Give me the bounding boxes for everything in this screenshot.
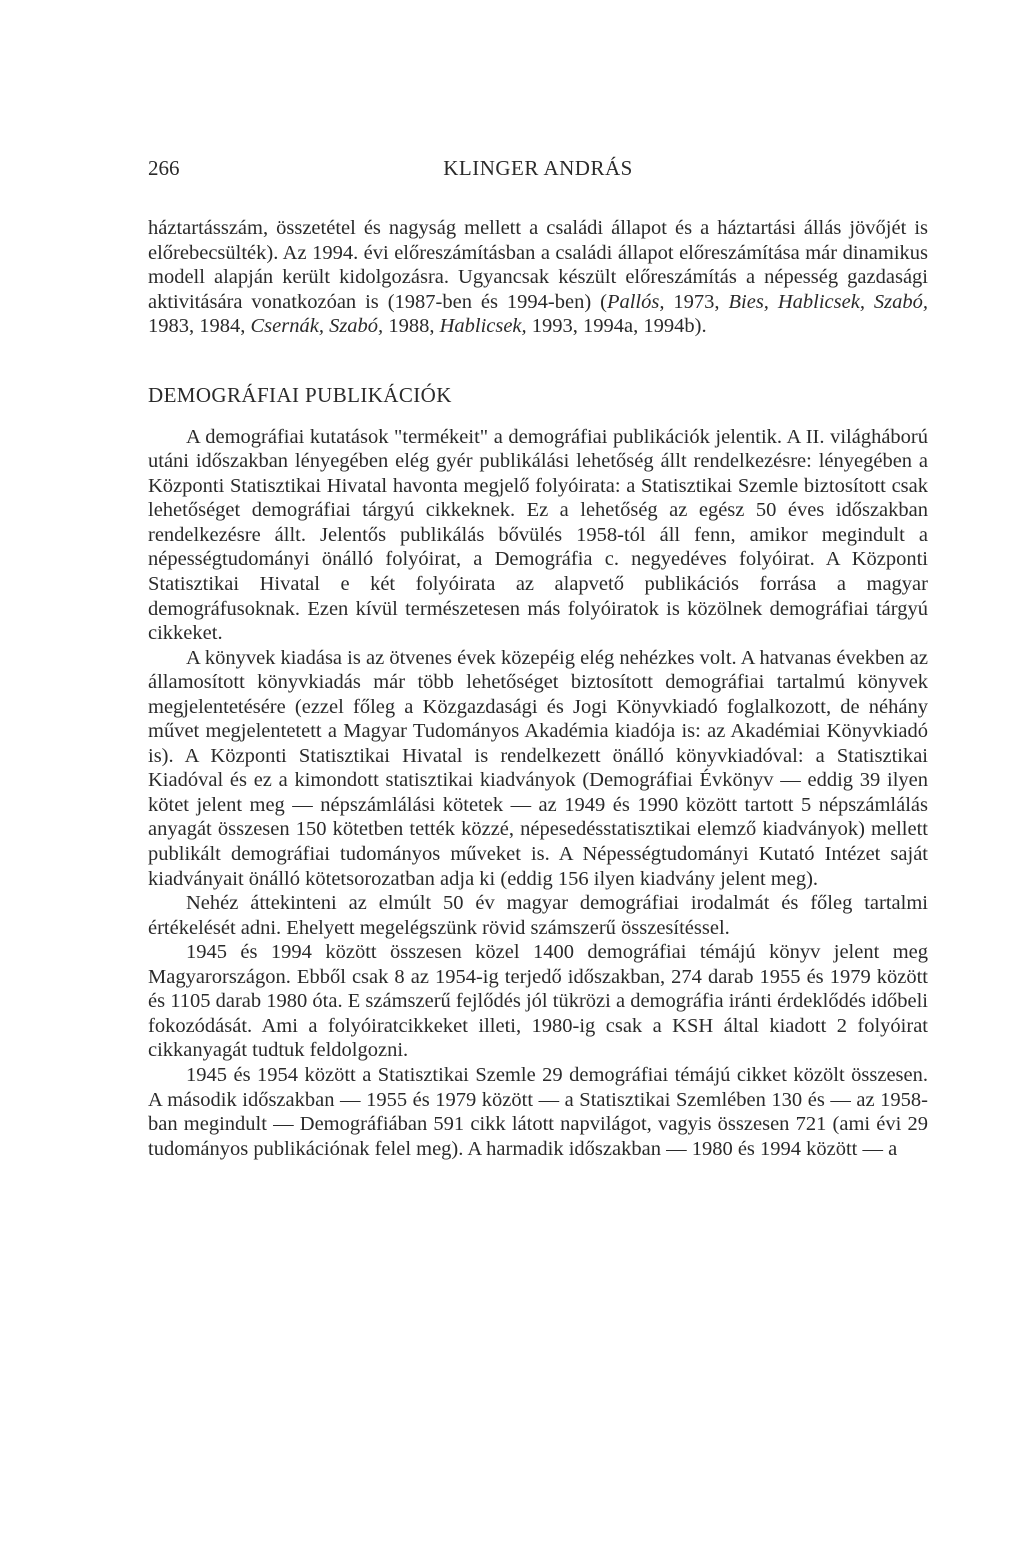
document-page [148,156,928,1161]
body-paragraph-2: A könyvek kiadása is az ötvenes évek közepéig elég nehézkes volt. A hatvanas években az államosított könyvkiadás már több lehetőséget biztosított demográfiai tartalmú könyvek megjelentetésére (ezzel főleg a Közgazdasági és Jogi Könyvkiadó foglalkozott, de néhány művet megjelentetett a Magyar Tudományos Akadémia kiadója is: az Akadémiai Könyvkiadó is). A Központi Statisztikai Hivatal is rendelkezett önálló könyvkiadóval: a Statisztikai Kiadóval és ez a kimondott statisztikai kiadványok (Demográfiai Évkönyv — eddig 39 ilyen kötet jelent meg — népszámlálási kötetek — az 1949 és 1990 között tartott 5 népszámlálás anyagát összesen 150 kötetben tették közzé, népesedésstatisztikai elemző kiadványok) mellett publikált demográfiai tudományos műveket is. A Népességtudományi Kutató Intézet saját kiadványait önálló kötetsorozatban adja ki (eddig 156 ilyen kiadvány jelent meg). [148,646,928,890]
intro-text-4: 1988, [383,315,440,338]
page-header [148,156,928,186]
citation-csernak-szabo: Csernák, Szabó, [250,315,384,338]
intro-text-5: 1993, 1994a, 1994b). [526,315,707,338]
page-number: 266 [148,156,180,180]
intro-text-2: 1973, [664,290,729,313]
citation-bies-hablicsek-szabo: Bies, Hablicsek, Szabó, [728,290,928,313]
section-heading: DEMOGRÁFIAI PUBLIKÁCIÓK [148,382,452,407]
intro-text-1: háztartásszám, összetétel és nagyság mellett a családi állapot és a háztartási állás jövőjét is előrebecsülték). Az 1994. évi előreszámításban a családi állapot előreszámítása már dinamikus modell alapján került kidolgozásra. Ugyancsak készült előreszámítás a népesség gazdasági aktivitására vonatkozóan is (1987-ben és 1994-ben) ( [148,217,928,313]
intro-text-3: 1983, 1984, [148,315,251,338]
body-paragraph-1: A demográfiai kutatások "termékeit" a demográfiai publikációk jelentik. A II. világháború utáni időszakban lényegében elég gyér publikálási lehetőség állt rendelkezésre: lényegében a Központi Statisztikai Hivatal havonta megjelő folyóirata: a Statisztikai Szemle biztosított csak lehetőséget demográfiai tárgyú cikkeknek. Ez a lehetőség az egész 50 éves időszakban rendelkezésre állt. Jelentős publikálás bővülés 1958-tól áll fenn, amikor megindult a népességtudományi önálló folyóirat, a Demográfia c. negyedéves folyóirat. A Központi Statisztikai Hivatal e két folyóirata az alapvető publikációs forrása a magyar demográfusoknak. Ezen kívül természetesen más folyóiratok is közölnek demográfiai tárgyú cikkeket. [148,425,928,645]
citation-hablicsek: Hablicsek, [439,315,527,338]
running-head: KLINGER ANDRÁS [443,156,633,180]
body-paragraph-5: 1945 és 1954 között a Statisztikai Szemle 29 demográfiai témájú cikket közölt összesen. A második időszakban — 1955 és 1979 között — a Statisztikai Szemlében 130 és — az 1958-ban megindult — Demográfiában 591 cikk látott napvilágot, vagyis összesen 721 (ami évi 29 tudományos publikációnak felel meg). A harmadik időszakban — 1980 és 1994 között — a [148,1063,928,1160]
intro-paragraph [148,216,928,339]
body-paragraph-3: Nehéz áttekinteni az elmúlt 50 év magyar demográfiai irodalmát és főleg tartalmi értékelését adni. Ehelyett megelégszünk rövid számszerű összesítéssel. [148,892,928,939]
citation-pallos: Pallós, [606,290,665,313]
body-paragraph-4: 1945 és 1994 között összesen közel 1400 demográfiai témájú könyv jelent meg Magyarországon. Ebből csak 8 az 1954-ig terjedő időszakban, 274 darab 1955 és 1979 között és 1105 darab 1980 óta. E számszerű fejlődés jól tükrözi a demográfia iránti érdeklődés időbeli fokozódását. Ami a folyóiratcikkeket illeti, 1980-ig csak a KSH által kiadott 2 folyóirat cikkanyagát tudtuk feldolgozni. [148,941,928,1062]
